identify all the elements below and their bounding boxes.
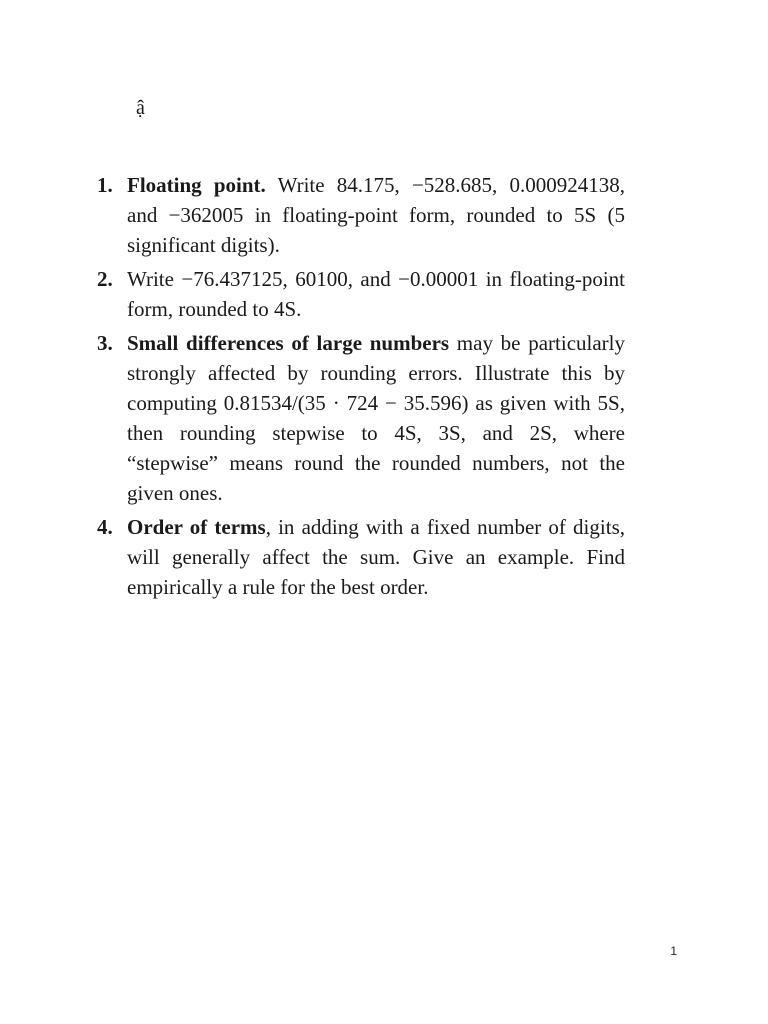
problem-text: , in adding with a fixed number of digits, will generally affect the sum. Give an example. Find empirically a rule for the best order.	[127, 515, 625, 599]
problem-number: 3.	[97, 331, 113, 355]
stray-character: ậ	[136, 97, 145, 119]
problem-item	[97, 170, 625, 260]
problem-body	[127, 170, 625, 260]
problem-number: 2.	[97, 267, 113, 291]
problem-lead: Order of terms	[127, 515, 266, 539]
problem-body	[127, 264, 625, 324]
page-number: 1	[670, 944, 677, 958]
problem-text: Write 84.175, −528.685, 0.000924138, and −362005 in floating-point form, rounded to 5S (5 significant digits).	[127, 173, 625, 257]
problem-body	[127, 328, 625, 508]
problem-text: Write −76.437125, 60100, and −0.00001 in floating-point form, rounded to 4S.	[127, 267, 625, 321]
problem-number: 4.	[97, 515, 113, 539]
problem-lead: Floating point.	[127, 173, 266, 197]
problem-body	[127, 512, 625, 602]
problem-list	[97, 170, 625, 606]
problem-number: 1.	[97, 173, 113, 197]
problem-item	[97, 264, 625, 324]
problem-text: may be particularly strongly affected by rounding errors. Illustrate this by computing 0.81534/(35 · 724 − 35.596) as given with 5S, then rounding stepwise to 4S, 3S, and 2S, where “stepwise” means round the rounded numbers, not the given ones.	[127, 331, 625, 505]
problem-item	[97, 512, 625, 602]
problem-item	[97, 328, 625, 508]
problem-lead: Small differences of large numbers	[127, 331, 450, 355]
